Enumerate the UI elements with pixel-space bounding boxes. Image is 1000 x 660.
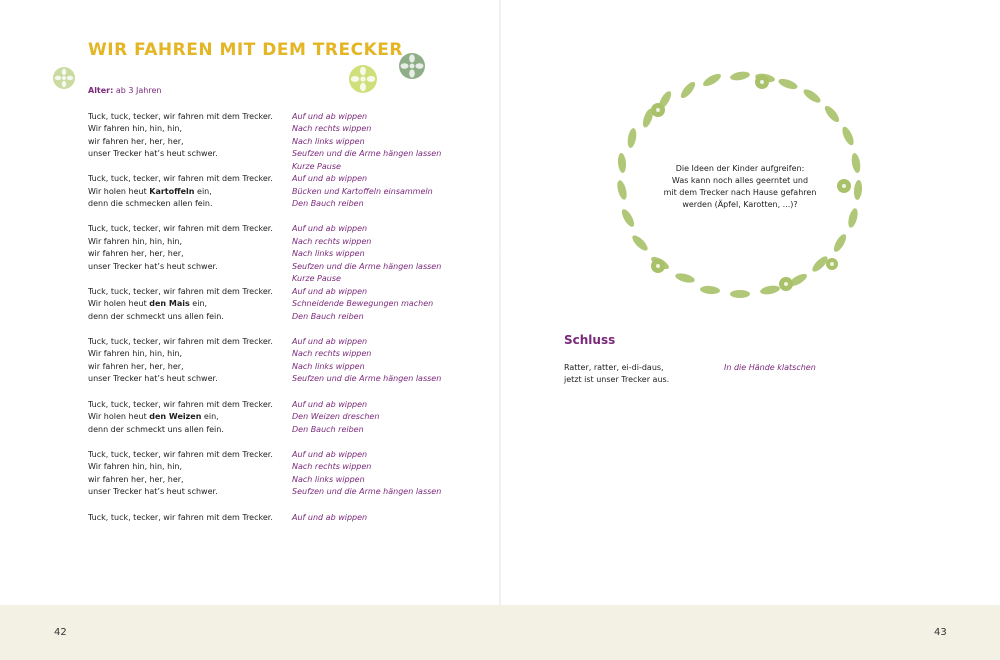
verse-row [564, 374, 964, 386]
verse-action: Nach rechts wippen [292, 237, 372, 246]
verse-action: Nach rechts wippen [292, 349, 372, 358]
verse-text: wir fahren her, her, her, [88, 475, 184, 484]
verse-action: Seufzen und die Arme hängen lassen [292, 149, 442, 158]
verse-row [88, 512, 488, 524]
verse-action: Seufzen und die Arme hängen lassen [292, 487, 442, 496]
age-label: Alter: [88, 86, 114, 95]
verse-action: Nach links wippen [292, 137, 365, 146]
verse-row [88, 248, 488, 260]
verse-action: Auf und ab wippen [292, 112, 368, 121]
verse-action: Den Bauch reiben [292, 199, 364, 208]
verse-row [88, 361, 488, 373]
verse-action: Den Weizen dreschen [292, 412, 380, 421]
verse-text: Wir holen heut den Weizen ein, [88, 412, 219, 421]
wreath-line: werden (Äpfel, Karotten, ...)? [682, 200, 798, 209]
wreath-line: mit dem Trecker nach Hause gefahren [663, 188, 817, 197]
verse-row [88, 298, 488, 310]
verse-text: unser Trecker hat’s heut schwer. [88, 487, 218, 496]
verse-row [88, 411, 488, 423]
verse-text: Tuck, tuck, tecker, wir fahren mit dem Trecker. [88, 513, 273, 522]
verse-row [88, 424, 488, 436]
verse-action: Schneidende Bewegungen machen [292, 299, 434, 308]
age-info [88, 86, 161, 95]
verse-row [88, 136, 488, 148]
verse-text: Wir fahren hin, hin, hin, [88, 349, 183, 358]
verse-text: Wir fahren hin, hin, hin, [88, 237, 183, 246]
verse-action: Auf und ab wippen [292, 337, 368, 346]
verse-text: wir fahren her, her, her, [88, 137, 184, 146]
verse-row [88, 236, 488, 248]
wreath-note [640, 163, 840, 211]
verse-row [88, 273, 488, 285]
verse-text: Wir fahren hin, hin, hin, [88, 124, 183, 133]
verse-action: Den Bauch reiben [292, 312, 364, 321]
verse-text: denn der schmeckt uns allen fein. [88, 312, 224, 321]
verse-text: Wir holen heut Kartoffeln ein, [88, 187, 212, 196]
verse-row [88, 286, 488, 298]
page-number-right: 43 [934, 627, 947, 638]
verse-text: Tuck, tuck, tecker, wir fahren mit dem Trecker. [88, 287, 273, 296]
verse-row [88, 261, 488, 273]
age-value: ab 3 Jahren [115, 86, 162, 95]
verse-row [88, 399, 488, 411]
verse-row [88, 348, 488, 360]
page-number-left: 42 [54, 627, 67, 638]
verse-row [88, 186, 488, 198]
verse-action: Den Bauch reiben [292, 425, 364, 434]
verse-action: Seufzen und die Arme hängen lassen [292, 374, 442, 383]
verse-row [88, 148, 488, 160]
verse-action: Auf und ab wippen [292, 400, 368, 409]
verse-action: Seufzen und die Arme hängen lassen [292, 262, 442, 271]
page-title: WIR FAHREN MIT DEM TRECKER [88, 40, 403, 60]
verse-text: unser Trecker hat’s heut schwer. [88, 262, 218, 271]
verse-text: Wir fahren hin, hin, hin, [88, 462, 183, 471]
flower-stamp-icon [52, 66, 76, 90]
verse-row [88, 111, 488, 123]
verse-text: jetzt ist unser Trecker aus. [564, 375, 670, 384]
footer-band [0, 605, 1000, 660]
verse-row [88, 198, 488, 210]
verse-action: Auf und ab wippen [292, 287, 368, 296]
verse-action: Nach links wippen [292, 249, 365, 258]
verse-text: wir fahren her, her, her, [88, 362, 184, 371]
verse-action: Kurze Pause [292, 274, 341, 283]
verse-row [88, 461, 488, 473]
verse-action: Bücken und Kartoffeln einsammeln [292, 187, 433, 196]
verse-row [88, 161, 488, 173]
book-spine [499, 0, 501, 605]
verse-text: Tuck, tuck, tecker, wir fahren mit dem Trecker. [88, 112, 273, 121]
verse-row [88, 336, 488, 348]
verse-action: Nach links wippen [292, 475, 365, 484]
verse-action: Auf und ab wippen [292, 450, 368, 459]
verse-row [88, 373, 488, 385]
wreath-line: Die Ideen der Kinder aufgreifen: [675, 164, 805, 173]
verse-row [88, 474, 488, 486]
wreath-line: Was kann noch alles geerntet und [671, 176, 809, 185]
verse-text: wir fahren her, her, her, [88, 249, 184, 258]
verse-action: Nach rechts wippen [292, 124, 372, 133]
verse-row [564, 362, 964, 374]
verse-action: Nach rechts wippen [292, 462, 372, 471]
verse-text: Wir holen heut den Mais ein, [88, 299, 208, 308]
verse-action: Nach links wippen [292, 362, 365, 371]
verse-text: Ratter, ratter, ei-di-daus, [564, 363, 664, 372]
verse-action: Auf und ab wippen [292, 174, 368, 183]
verse-row [88, 173, 488, 185]
verse-row [88, 486, 488, 498]
verse-text: Tuck, tuck, tecker, wir fahren mit dem Trecker. [88, 400, 273, 409]
verse-row [88, 223, 488, 235]
verse-text: unser Trecker hat’s heut schwer. [88, 149, 218, 158]
verse-row [88, 311, 488, 323]
verse-row [88, 123, 488, 135]
verse-text: denn die schmecken allen fein. [88, 199, 213, 208]
verse-action: Auf und ab wippen [292, 224, 368, 233]
verse-text: Tuck, tuck, tecker, wir fahren mit dem Trecker. [88, 224, 273, 233]
section-heading: Schluss [564, 333, 616, 347]
verse-row [88, 449, 488, 461]
verse-text: Tuck, tuck, tecker, wir fahren mit dem Trecker. [88, 174, 273, 183]
verse-text: Tuck, tuck, tecker, wir fahren mit dem Trecker. [88, 337, 273, 346]
verse-action: Auf und ab wippen [292, 513, 368, 522]
verse-text: Tuck, tuck, tecker, wir fahren mit dem Trecker. [88, 450, 273, 459]
verse-action: Kurze Pause [292, 162, 341, 171]
verse-action: In die Hände klatschen [724, 363, 816, 372]
verse-text: denn der schmeckt uns allen fein. [88, 425, 224, 434]
verse-text: unser Trecker hat’s heut schwer. [88, 374, 218, 383]
flower-stamp-icon [348, 64, 378, 94]
